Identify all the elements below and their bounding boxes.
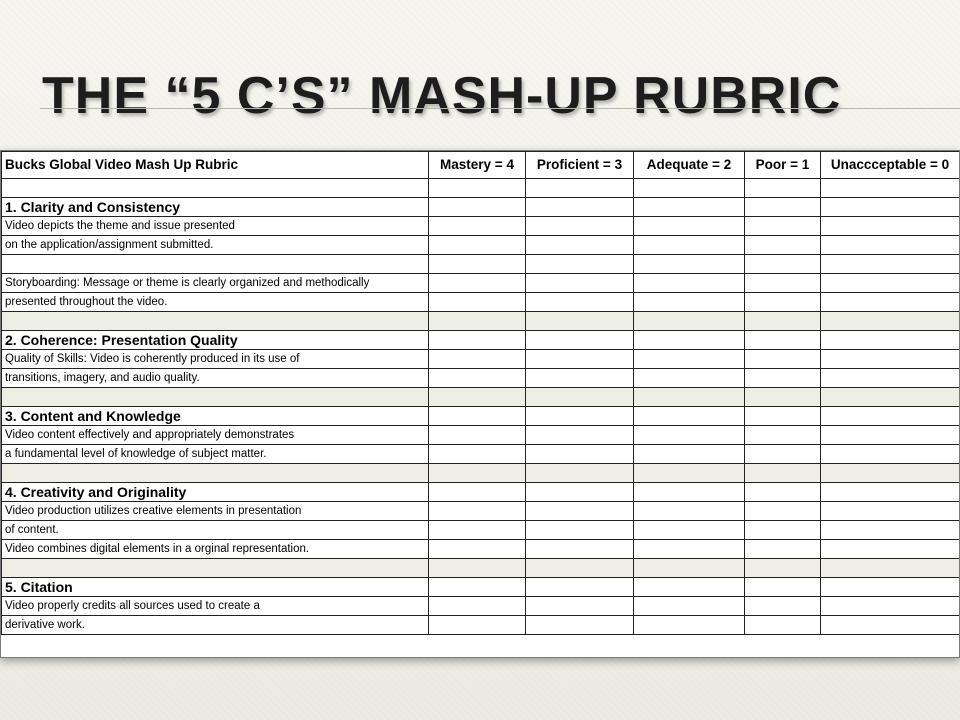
score-cell[interactable] [634, 293, 745, 312]
score-cell[interactable] [526, 597, 634, 616]
score-cell[interactable] [429, 559, 526, 578]
table-row [2, 217, 960, 236]
score-cell[interactable] [821, 369, 960, 388]
score-cell[interactable] [745, 483, 821, 502]
score-cell[interactable] [821, 502, 960, 521]
score-cell[interactable] [526, 179, 634, 198]
score-cell[interactable] [634, 388, 745, 407]
score-cell[interactable] [526, 426, 634, 445]
score-cell[interactable] [821, 350, 960, 369]
section-heading: 3. Content and Knowledge [2, 407, 429, 426]
score-cell[interactable] [429, 236, 526, 255]
score-cell[interactable] [821, 559, 960, 578]
score-cell[interactable] [634, 236, 745, 255]
criterion-text: Video content effectively and appropriately demonstrates [2, 426, 429, 445]
rubric-spreadsheet [0, 150, 960, 658]
section-heading: 2. Coherence: Presentation Quality [2, 331, 429, 350]
score-cell[interactable] [634, 540, 745, 559]
score-cell[interactable] [429, 445, 526, 464]
section-row [2, 578, 960, 597]
score-cell[interactable] [429, 293, 526, 312]
score-cell[interactable] [526, 217, 634, 236]
score-cell[interactable] [745, 521, 821, 540]
score-cell[interactable] [821, 293, 960, 312]
score-cell[interactable] [526, 312, 634, 331]
column-header-poor: Poor = 1 [745, 152, 821, 179]
score-cell[interactable] [526, 578, 634, 597]
rubric-title: Bucks Global Video Mash Up Rubric [2, 152, 429, 179]
score-cell[interactable] [526, 198, 634, 217]
score-cell[interactable] [634, 331, 745, 350]
column-header-mastery: Mastery = 4 [429, 152, 526, 179]
table-row [2, 350, 960, 369]
score-cell[interactable] [821, 464, 960, 483]
score-cell[interactable] [745, 255, 821, 274]
score-cell[interactable] [634, 369, 745, 388]
score-cell[interactable] [821, 616, 960, 635]
score-cell[interactable] [429, 426, 526, 445]
criterion-text: Video properly credits all sources used to create a [2, 597, 429, 616]
table-row [2, 179, 960, 198]
score-cell[interactable] [429, 274, 526, 293]
section-heading: 5. Citation [2, 578, 429, 597]
table-row [2, 559, 960, 578]
criterion-text: derivative work. [2, 616, 429, 635]
score-cell[interactable] [745, 179, 821, 198]
score-cell[interactable] [526, 236, 634, 255]
criterion-text [2, 312, 429, 331]
score-cell[interactable] [821, 255, 960, 274]
score-cell[interactable] [526, 521, 634, 540]
rubric-table [1, 151, 960, 635]
score-cell[interactable] [821, 274, 960, 293]
score-cell[interactable] [821, 578, 960, 597]
score-cell[interactable] [526, 331, 634, 350]
section-row [2, 407, 960, 426]
slide-title: THE “5 C’S” MASH-UP RUBRIC [42, 67, 842, 125]
score-cell[interactable] [745, 217, 821, 236]
score-cell[interactable] [429, 388, 526, 407]
criterion-text: transitions, imagery, and audio quality. [2, 369, 429, 388]
criterion-text: on the application/assignment submitted. [2, 236, 429, 255]
score-cell[interactable] [526, 559, 634, 578]
score-cell[interactable] [821, 236, 960, 255]
score-cell[interactable] [745, 578, 821, 597]
score-cell[interactable] [821, 426, 960, 445]
score-cell[interactable] [526, 407, 634, 426]
score-cell[interactable] [634, 597, 745, 616]
score-cell[interactable] [429, 198, 526, 217]
score-cell[interactable] [821, 388, 960, 407]
score-cell[interactable] [745, 293, 821, 312]
score-cell[interactable] [821, 217, 960, 236]
score-cell[interactable] [526, 464, 634, 483]
score-cell[interactable] [821, 483, 960, 502]
score-cell[interactable] [821, 521, 960, 540]
score-cell[interactable] [634, 255, 745, 274]
score-cell[interactable] [429, 350, 526, 369]
score-cell[interactable] [526, 350, 634, 369]
score-cell[interactable] [429, 407, 526, 426]
criterion-text: Video combines digital elements in a orginal representation. [2, 540, 429, 559]
table-row [2, 274, 960, 293]
column-header-proficient: Proficient = 3 [526, 152, 634, 179]
score-cell[interactable] [429, 464, 526, 483]
section-row [2, 198, 960, 217]
score-cell[interactable] [429, 578, 526, 597]
score-cell[interactable] [526, 445, 634, 464]
rubric-header-row [2, 152, 960, 179]
score-cell[interactable] [526, 540, 634, 559]
score-cell[interactable] [526, 255, 634, 274]
score-cell[interactable] [634, 483, 745, 502]
score-cell[interactable] [634, 407, 745, 426]
column-header-unacceptable: Unaccceptable = 0 [821, 152, 960, 179]
score-cell[interactable] [821, 312, 960, 331]
criterion-text: a fundamental level of knowledge of subject matter. [2, 445, 429, 464]
score-cell[interactable] [526, 483, 634, 502]
section-row [2, 331, 960, 350]
score-cell[interactable] [821, 179, 960, 198]
table-row [2, 502, 960, 521]
score-cell[interactable] [526, 274, 634, 293]
score-cell[interactable] [745, 331, 821, 350]
criterion-text [2, 464, 429, 483]
score-cell[interactable] [526, 293, 634, 312]
score-cell[interactable] [745, 369, 821, 388]
table-row [2, 464, 960, 483]
table-row [2, 312, 960, 331]
table-row [2, 616, 960, 635]
score-cell[interactable] [634, 198, 745, 217]
criterion-text [2, 388, 429, 407]
score-cell[interactable] [821, 445, 960, 464]
score-cell[interactable] [745, 407, 821, 426]
score-cell[interactable] [429, 521, 526, 540]
score-cell[interactable] [429, 179, 526, 198]
score-cell[interactable] [634, 464, 745, 483]
table-row [2, 597, 960, 616]
score-cell[interactable] [634, 274, 745, 293]
score-cell[interactable] [429, 616, 526, 635]
score-cell[interactable] [745, 426, 821, 445]
score-cell[interactable] [745, 274, 821, 293]
column-header-adequate: Adequate = 2 [634, 152, 745, 179]
table-row [2, 426, 960, 445]
section-row [2, 483, 960, 502]
table-row [2, 255, 960, 274]
score-cell[interactable] [745, 350, 821, 369]
score-cell[interactable] [634, 445, 745, 464]
score-cell[interactable] [429, 483, 526, 502]
score-cell[interactable] [634, 426, 745, 445]
score-cell[interactable] [634, 312, 745, 331]
criterion-text: presented throughout the video. [2, 293, 429, 312]
score-cell[interactable] [429, 597, 526, 616]
table-row [2, 236, 960, 255]
score-cell[interactable] [526, 388, 634, 407]
score-cell[interactable] [634, 559, 745, 578]
table-row [2, 388, 960, 407]
score-cell[interactable] [526, 616, 634, 635]
criterion-text: Quality of Skills: Video is coherently produced in its use of [2, 350, 429, 369]
score-cell[interactable] [821, 198, 960, 217]
score-cell[interactable] [745, 540, 821, 559]
rubric-body [2, 179, 960, 635]
table-row [2, 369, 960, 388]
score-cell[interactable] [745, 388, 821, 407]
score-cell[interactable] [429, 502, 526, 521]
score-cell[interactable] [429, 312, 526, 331]
score-cell[interactable] [429, 369, 526, 388]
criterion-text: of content. [2, 521, 429, 540]
table-row [2, 293, 960, 312]
criterion-text: Video production utilizes creative elements in presentation [2, 502, 429, 521]
table-row [2, 445, 960, 464]
score-cell[interactable] [526, 502, 634, 521]
score-cell[interactable] [634, 578, 745, 597]
criterion-text [2, 255, 429, 274]
score-cell[interactable] [634, 616, 745, 635]
score-cell[interactable] [745, 464, 821, 483]
score-cell[interactable] [634, 521, 745, 540]
title-underline [40, 108, 960, 109]
score-cell[interactable] [745, 502, 821, 521]
score-cell[interactable] [429, 217, 526, 236]
table-row [2, 540, 960, 559]
score-cell[interactable] [745, 445, 821, 464]
score-cell[interactable] [634, 179, 745, 198]
score-cell[interactable] [745, 236, 821, 255]
section-heading: 4. Creativity and Originality [2, 483, 429, 502]
score-cell[interactable] [821, 540, 960, 559]
score-cell[interactable] [821, 407, 960, 426]
score-cell[interactable] [634, 350, 745, 369]
score-cell[interactable] [634, 217, 745, 236]
table-row [2, 521, 960, 540]
score-cell[interactable] [745, 198, 821, 217]
criterion-text: Video depicts the theme and issue presented [2, 217, 429, 236]
score-cell[interactable] [821, 597, 960, 616]
score-cell[interactable] [745, 312, 821, 331]
score-cell[interactable] [634, 502, 745, 521]
score-cell[interactable] [745, 616, 821, 635]
score-cell[interactable] [526, 369, 634, 388]
score-cell[interactable] [429, 331, 526, 350]
score-cell[interactable] [429, 255, 526, 274]
criterion-text [2, 559, 429, 578]
section-heading: 1. Clarity and Consistency [2, 198, 429, 217]
criterion-text: Storyboarding: Message or theme is clearly organized and methodically [2, 274, 429, 293]
score-cell[interactable] [429, 540, 526, 559]
criterion-text [2, 179, 429, 198]
score-cell[interactable] [745, 597, 821, 616]
score-cell[interactable] [745, 559, 821, 578]
score-cell[interactable] [821, 331, 960, 350]
